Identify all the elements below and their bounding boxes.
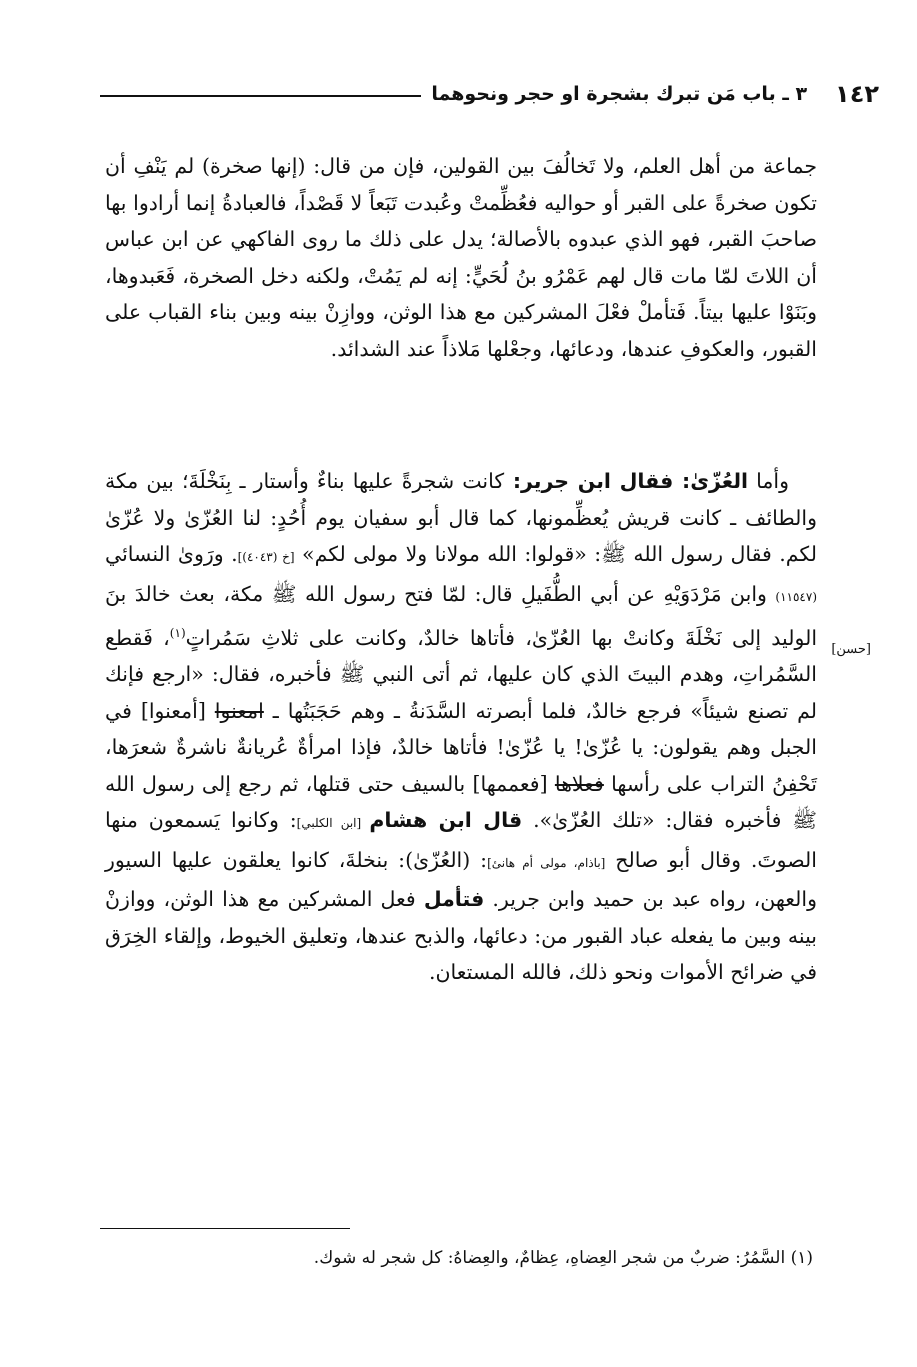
page-number: ١٤٢ xyxy=(835,80,879,108)
ibn-jarir-label: فقال ابن جرير: xyxy=(504,469,683,493)
nasai-reference: (١١٥٤٧) xyxy=(775,589,817,604)
text-segment: [فعممها] بالسيف حتى قتلها، ثم رجع إلى رسول الله ﷺ فأخبره فقال: «تلك العُزّىٰ». xyxy=(105,771,818,833)
paragraph-2 xyxy=(105,463,817,991)
running-header xyxy=(100,76,879,112)
footnote-divider xyxy=(100,1228,350,1229)
text-segment: : وكانوا يَسمعون منها الصوتَ. وقال أبو صالح xyxy=(105,808,817,872)
footnote: (١) السَّمُرُ: ضربٌ من شجر العِضاهِ، عِظامٌ، والعِضاهُ: كل شجر له شوك. xyxy=(313,1248,813,1268)
text-segment: [أمعنوا] في الجبل وهم يقولون: يا عُزّىٰ! يا عُزّىٰ! فأتاها خالدٌ، فإذا امرأةٌ عُريانةٌ ناشرةٌ شعرَها، تَحْفِنُ التراب على رأسها xyxy=(105,698,817,796)
text-segment: . ورَوىٰ النسائي xyxy=(105,542,238,566)
paragraph-1: جماعة من أهل العلم، ولا تَخالُفَ بين القولين، فإن من قال: (إنها صخرة) لم يَنْفِ أن تكون صخرةً على القبر أو حواليه فعُظِّمتْ وعُبدت تَبَعاً لا قَصْداً، فالعبادةُ إنما أرادوا بها صاحبَ القبر، فهو الذي عبدوه بالأصالة؛ يدل على ذلك ما روى الفاكهي عن ابن عباس أن اللاتَ لمّا مات قال لهم عَمْرُو بنُ لُحَيٍّ: إنه لم يَمُتْ، ولكنه دخل الصخرة، فَعَبدوها، وبَنَوْا عليها بيتاً. فَتأملْ فعْلَ المشركين مع هذا الوثن، ووازِنْ بينه وبين بناء القباب على القبور، والعكوفِ عندها، ودعائها، وجعْلها مَلاذاً عند الشدائد. xyxy=(105,154,817,361)
bukhari-reference: [خ (٤٠٤٣)] xyxy=(237,550,295,564)
text-segment: وأما xyxy=(748,469,790,493)
chapter-title: ٣ ـ باب مَن تبرك بشجرة او حجر ونحوهما xyxy=(431,83,808,105)
kalbi-note: [ابن الكلبي] xyxy=(296,816,370,831)
text-segment: فعل المشركين مع هذا الوثن، ووازنْ بينه وبين ما يفعله عباد القبور من: دعائها، والذبح عندها، وتعليق الخيوط، وإلقاء الخِرَق في ضرائح الأموات ونحو ذلك، فالله المستعان. xyxy=(104,887,817,985)
header-rule xyxy=(100,95,421,97)
taammal-label: فتأمل xyxy=(423,887,485,912)
uzza-heading: العُزّىٰ: xyxy=(682,469,749,493)
footnote-marker: (١) xyxy=(169,626,186,640)
text-segment: ، فَقطع السَّمُراتِ، وهدم البيتَ الذي كان عليها، ثم أتى النبي ﷺ فأخبره، فقال: «ارجع فإنك لم تصنع شيئاً» فرجع خالدٌ، فلما أبصرته السَّدَنةُ ـ وهم حَجَبَتُها ـ xyxy=(105,625,817,723)
ibn-hisham-label: قال ابن هشام xyxy=(369,808,523,833)
text-segment: وابن مَرْدَوَيْهِ عن أبي الطُّفَيلِ قال: لمّا فتح رسول الله ﷺ مكة، بعث خالدَ بنَ الوليد إلى نَخْلَةَ وكانتْ بها العُزّىٰ، فأتاها خالدٌ، وكانت على ثلاثِ سَمُراتٍ xyxy=(105,581,818,650)
text-segment: كانت شجرةً عليها بناءٌ وأستار ـ بِنَخْلَةَ؛ بين مكة والطائف ـ كانت قريش يُعظِّمونها، كما قال أبو سفيان يوم أُحُدٍ: لنا العُزّىٰ ولا عُزّىٰ لكم. فقال رسول الله ﷺ: «قولوا: الله مولانا ولا مولى لكم» xyxy=(105,469,817,566)
badham-note: [باذام، مولى أم هانئ] xyxy=(487,855,606,870)
text-segment: : (العُزّىٰ): بنخلةَ، كانوا يعلقون عليها السيور والعهن، رواه عبد بن حميد وابن جرير. xyxy=(105,847,817,912)
struck-word: امعنوا xyxy=(214,698,264,723)
struck-word: فعلاها xyxy=(554,771,604,796)
hadith-grade-note: [حسن] xyxy=(831,642,871,657)
